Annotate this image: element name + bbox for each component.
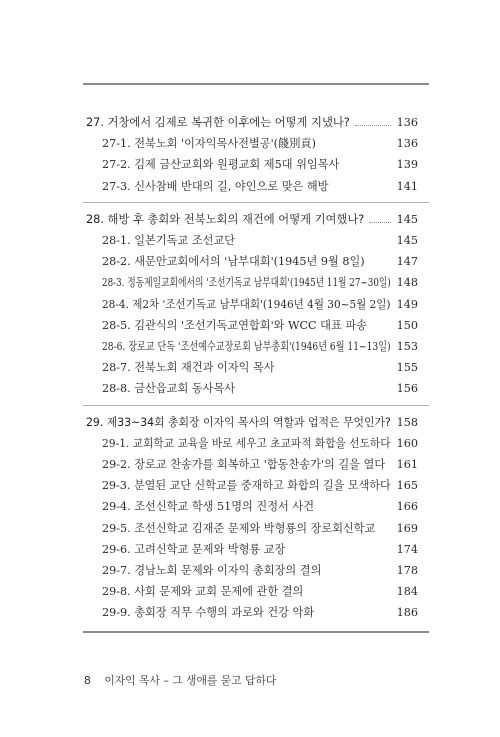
toc-item-label: 29-5. 조선신학교 김재준 문제와 박형룡의 장로회신학교 (102, 521, 376, 535)
toc-item-label: 29-2. 장로교 찬송가를 회복하고 '합동찬송가'의 길을 열다 (102, 458, 386, 471)
toc-entry-29-2[interactable] (0, 454, 500, 476)
toc-entry-27-2[interactable] (0, 154, 500, 176)
toc-item-label: 29-7. 경남노회 문제와 이자익 총회장의 결의 (102, 564, 322, 577)
footer-book-title: 이자익 목사 – 그 생애를 묻고 답하다 (104, 674, 277, 687)
toc-entry-28-8[interactable] (0, 378, 500, 400)
toc-page-number: 136 (396, 116, 418, 129)
toc-entry-28-4[interactable] (0, 294, 500, 316)
toc-page-number: 149 (396, 297, 418, 311)
section-divider (83, 202, 429, 203)
toc-entry-28-1[interactable] (0, 230, 500, 252)
toc-item-label: 29-1. 교회학교 교육을 바로 세우고 초교파적 화합을 선도하다 (102, 436, 391, 450)
toc-page-number: 184 (396, 585, 418, 599)
toc-item-label: 29-3. 분열된 교단 신학교를 중재하고 화합의 길을 모색하다 (102, 479, 391, 493)
toc-entry-29-5[interactable] (0, 518, 500, 540)
toc-entry-29-8[interactable] (0, 581, 500, 603)
footer-page-number: 8 (84, 674, 91, 687)
toc-item-label: 28-8. 금산읍교회 동사목사 (102, 382, 236, 396)
toc-entry-29-4[interactable] (0, 496, 500, 518)
toc-page-number: 161 (396, 458, 418, 471)
toc-entry-29-6[interactable] (0, 539, 500, 561)
toc-entry-27[interactable] (0, 112, 500, 134)
toc-entry-29-7[interactable] (0, 560, 500, 582)
toc-item-label: 28-6. 장로교 단독 '조선예수교장로회 남부총회'(1946년 6월 11~13일) (102, 340, 391, 353)
toc-page-number: 150 (396, 318, 418, 332)
toc-entry-28-6[interactable] (0, 336, 500, 358)
toc-item-label: 27-3. 신사참배 반대의 길, 야인으로 맞은 해방 (102, 179, 329, 193)
toc-page-number: 136 (396, 137, 418, 151)
top-rule (83, 83, 429, 85)
toc-item-label: 27-2. 김제 금산교회와 원평교회 제5대 위임목사 (102, 158, 340, 172)
toc-page-number: 156 (396, 382, 418, 396)
toc-page-number: 165 (396, 479, 418, 493)
dot-leader (369, 222, 390, 223)
toc-item-label: 28-7. 전북노회 재건과 이자익 목사 (102, 361, 275, 375)
toc-item-label: 28-2. 새문안교회에서의 '남부대회'(1945년 9월 8일) (102, 255, 365, 269)
toc-page-number: 158 (396, 415, 418, 429)
toc-page-number: 141 (396, 179, 418, 193)
toc-heading: 28. 해방 후 총회와 전북노회의 재건에 어떻게 기여했나? (86, 212, 365, 226)
toc-item-label: 29-4. 조선신학교 학생 51명의 진정서 사건 (102, 500, 315, 514)
toc-entry-29-1[interactable] (0, 433, 500, 455)
toc-entry-28-2[interactable] (0, 251, 500, 273)
toc-page-number: 139 (396, 158, 418, 172)
toc-entry-28-3[interactable] (0, 272, 500, 294)
toc-page-number: 147 (396, 255, 418, 269)
toc-item-label: 28-5. 김관식의 '조선기독교연합회'와 WCC 대표 파송 (102, 318, 367, 332)
toc-heading: 29. 제33~34회 총회장 이자익 목사의 역할과 업적은 무엇인가? (86, 415, 391, 429)
toc-page-number: 169 (396, 521, 418, 535)
toc-page-number: 145 (396, 212, 418, 226)
toc-page-number: 160 (396, 436, 418, 450)
toc-page-number: 153 (396, 340, 418, 353)
toc-entry-29-9[interactable] (0, 602, 500, 624)
toc-heading: 27. 거창에서 김제로 복귀한 이후에는 어떻게 지냈나? (86, 116, 350, 129)
toc-item-label: 29-9. 총회장 직무 수행의 과로와 건강 악화 (102, 606, 315, 620)
bottom-rule (83, 631, 429, 633)
toc-page-number: 178 (396, 564, 418, 577)
toc-item-label: 27-1. 전북노회 '이자익목사전별공'(餞別貢) (102, 137, 316, 151)
toc-item-label: 28-3. 정동제일교회에서의 '조선기독교 남부대회'(1945년 11월 27~30일) (102, 276, 391, 290)
toc-entry-29-3[interactable] (0, 475, 500, 497)
toc-entry-28[interactable] (0, 209, 500, 231)
toc-entry-28-5[interactable] (0, 315, 500, 337)
dot-leader (355, 125, 391, 126)
toc-page-number: 145 (396, 234, 418, 247)
toc-page-number: 166 (396, 500, 418, 514)
toc-item-label: 28-1. 일본기독교 조선교단 (102, 234, 236, 247)
toc-page-number: 148 (396, 276, 418, 290)
toc-page-number: 186 (396, 606, 418, 620)
toc-item-label: 29-6. 고려신학교 문제와 박형룡 교장 (102, 542, 286, 556)
toc-entry-27-3[interactable] (0, 176, 500, 198)
toc-entry-28-7[interactable] (0, 357, 500, 379)
section-divider (83, 405, 429, 406)
toc-item-label: 29-8. 사회 문제와 교회 문제에 관한 결의 (102, 585, 304, 599)
toc-page-number: 155 (396, 361, 418, 375)
toc-page-number: 174 (396, 542, 418, 556)
page-footer (84, 673, 276, 689)
toc-entry-29[interactable] (0, 412, 500, 434)
toc-item-label: 28-4. 제2차 '조선기독교 남부대회'(1946년 4월 30~5월 2일) (102, 297, 391, 311)
toc-entry-27-1[interactable] (0, 133, 500, 155)
